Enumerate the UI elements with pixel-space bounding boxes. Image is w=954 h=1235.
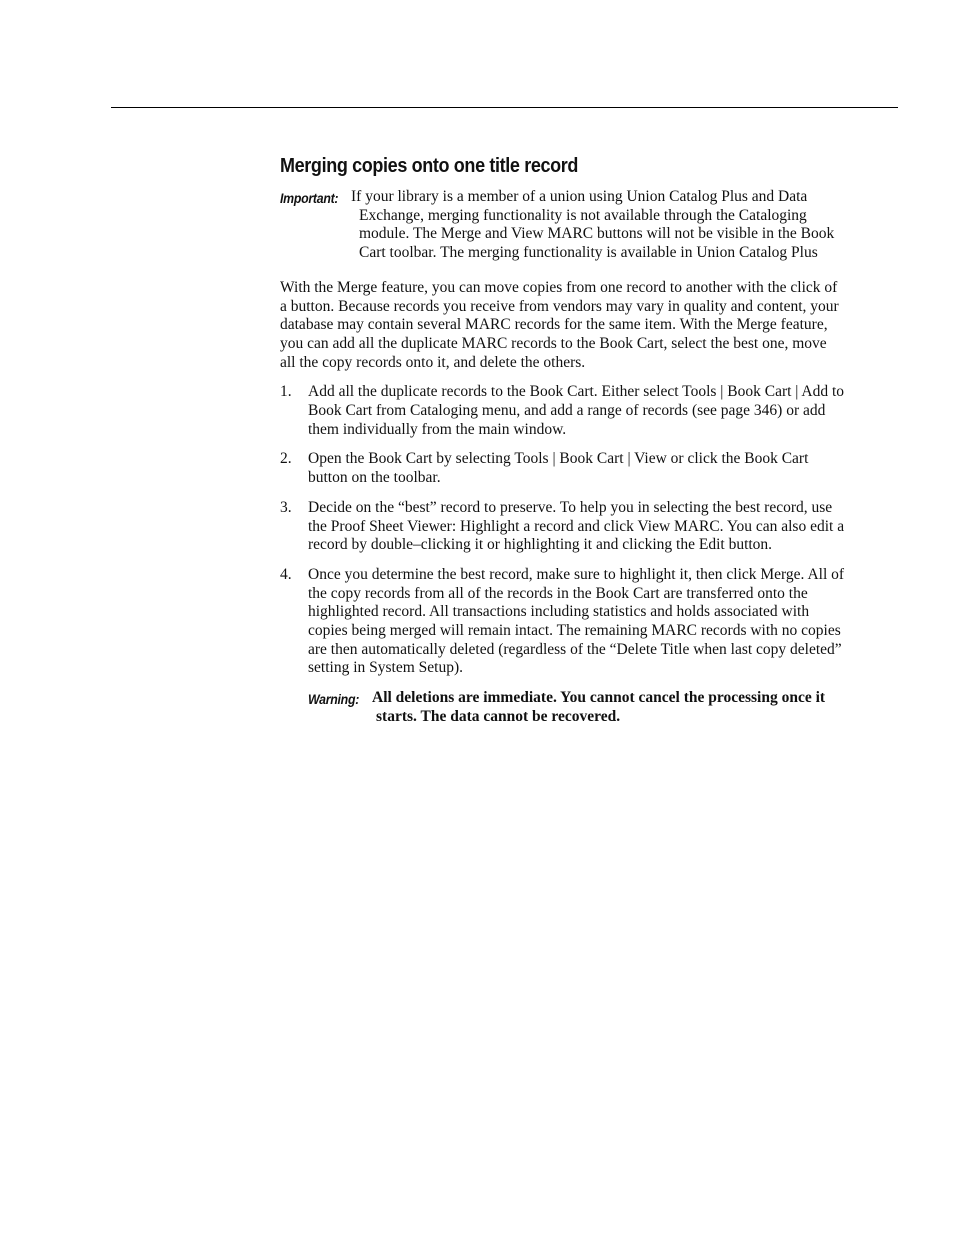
step-text: Add all the duplicate records to the Book Cart. Either select Tools | Book Cart | Add to Book Cart from Cataloging menu, and add a range of records (see page 346) or add them individually from the main window. [308,383,845,438]
warning-text: All deletions are immediate. You cannot cancel the processing once it starts. The data cannot be recovered. [372,689,826,725]
list-item [280,383,846,439]
step-number: 2. [280,450,292,468]
step-number: 1. [280,383,292,401]
step-text: Once you determine the best record, make sure to highlight it, then click Merge. All of the copy records from all of the records in the Book Cart are transferred onto the highlighted record. All transactions including statistics and holds associated with copies being merged will remain intact. The remaining MARC records with no copies are then automatically deleted (regardless of the “Delete Title when last copy deleted” setting in System Setup). [308,565,845,677]
step-number: 4. [280,565,292,583]
section-heading: Merging copies onto one title record [280,155,579,177]
header-rule [111,107,898,108]
warning-label: Warning: [308,691,360,708]
steps-list [280,383,846,678]
warning-note [308,689,846,726]
important-note [280,188,846,263]
list-item [280,499,846,555]
page-content [280,152,846,727]
important-text: If your library is a member of a union using Union Catalog Plus and Data Exchange, merging functionality is not available through the Cataloging module. The Merge and View MARC buttons will not be visible in the Book Cart toolbar. The merging functionality is available in Union Catalog Plus [351,188,835,262]
list-item [280,566,846,678]
step-text: Open the Book Cart by selecting Tools | Book Cart | View or click the Book Cart button on the toolbar. [308,450,809,487]
important-label: Important: [280,190,339,206]
step-number: 3. [280,498,292,516]
list-item [280,450,846,487]
step-text: Decide on the “best” record to preserve. To help you in selecting the best record, use the Proof Sheet Viewer: Highlight a record and click View MARC. You can also edit a record by double–clicking it or highlighting it and clicking the Edit button. [308,498,845,554]
intro-paragraph: With the Merge feature, you can move copies from one record to another with the click of a button. Because records you receive from vendors may vary in quality and content, your database may contain several MARC records for the same item. With the Merge feature, you can add all the duplicate MARC records to the Book Cart, select the best one, move all the copy records onto it, and delete the others. [280,278,839,371]
